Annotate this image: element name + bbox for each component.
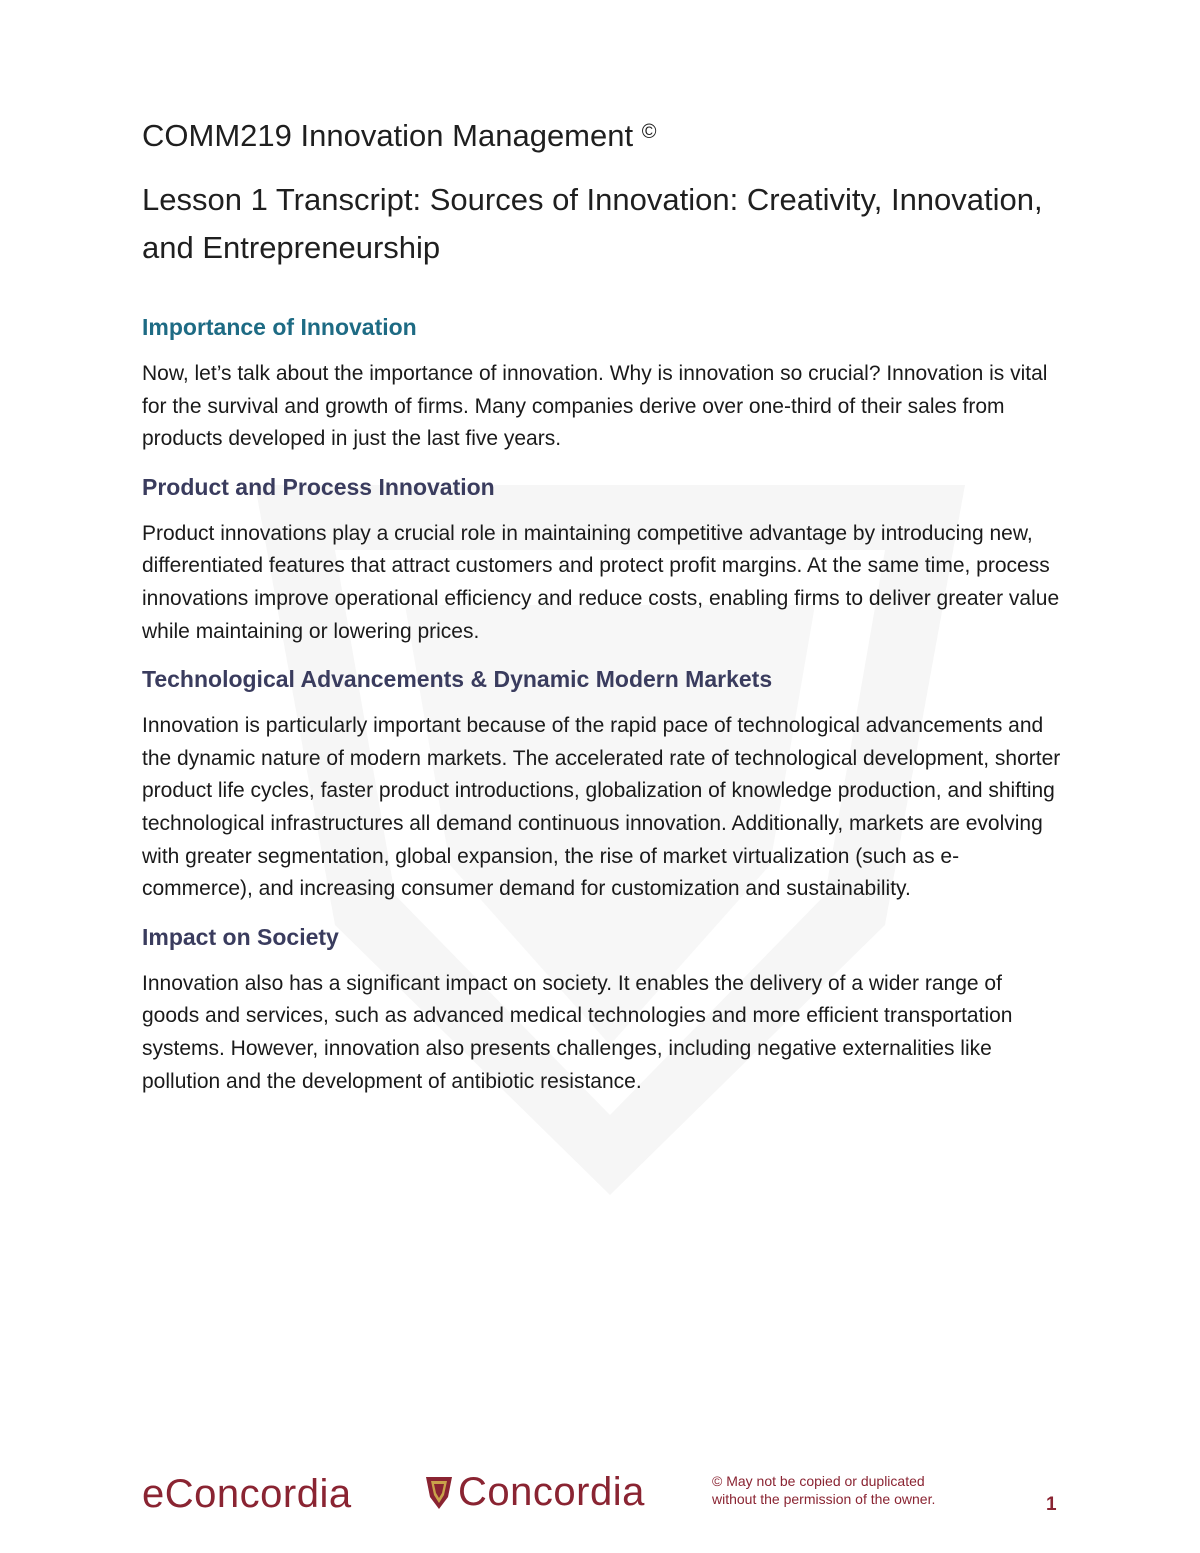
econcordia-logo-text: eConcordia: [142, 1472, 352, 1516]
document-title: [142, 112, 1062, 156]
section-body-importance: Now, let’s talk about the importance of innovation. Why is innovation so crucial? Innovation is vital for the survival and growth of firms. Many companies derive over one-third of their sales from products developed in just the last five years.: [142, 362, 1048, 451]
econcordia-logo: [142, 1472, 352, 1517]
concordia-logo-text: Concordia: [458, 1470, 645, 1514]
page-footer: [0, 1462, 1200, 1532]
document-body: [142, 112, 1062, 1098]
copyright-mark: ©: [641, 121, 657, 143]
copyright-notice-line1: © May not be copied or duplicated: [712, 1473, 925, 1489]
section-heading-society: Impact on Society: [142, 923, 339, 950]
section-heading-importance: Importance of Innovation: [142, 314, 417, 340]
section-body-society: Innovation also has a significant impact on society. It enables the delivery of a wider range of goods and services, such as advanced medical technologies and more efficient transportation systems. However, innovation also presents challenges, including negative externalities like pollution and the development of antibiotic resistance.: [142, 971, 1013, 1093]
section-heading-product-process: Product and Process Innovation: [142, 473, 495, 500]
concordia-shield-icon: [424, 1473, 454, 1513]
section-body-technological: Innovation is particularly important because of the rapid pace of technological advancements and the dynamic nature of modern markets. The accelerated rate of technological development, shorter product life cycles, faster product introductions, globalization of knowledge production, and shifting technological infrastructures all demand continuous innovation. Additionally, markets are evolving with greater segmentation, global expansion, the rise of market virtualization (such as e-commerce), and increasing consumer demand for customization and sustainability.: [142, 714, 1061, 901]
page-number: 1: [1046, 1494, 1057, 1515]
section-body-product-process: Product innovations play a crucial role in maintaining competitive advantage by introducing new, differentiated features that attract customers and protect profit margins. At the same time, process innovations improve operational efficiency and reduce costs, enabling firms to deliver greater value while maintaining or lowering prices.: [142, 521, 1060, 643]
document-subtitle: Lesson 1 Transcript: Sources of Innovation: Creativity, Innovation, and Entrepreneurship: [142, 182, 1043, 265]
section-heading-technological: Technological Advancements & Dynamic Modern Markets: [142, 666, 773, 693]
copyright-notice: [712, 1472, 935, 1508]
concordia-logo: [424, 1470, 645, 1515]
document-title-text: COMM219 Innovation Management: [142, 118, 634, 153]
copyright-notice-line2: without the permission of the owner.: [712, 1491, 936, 1507]
